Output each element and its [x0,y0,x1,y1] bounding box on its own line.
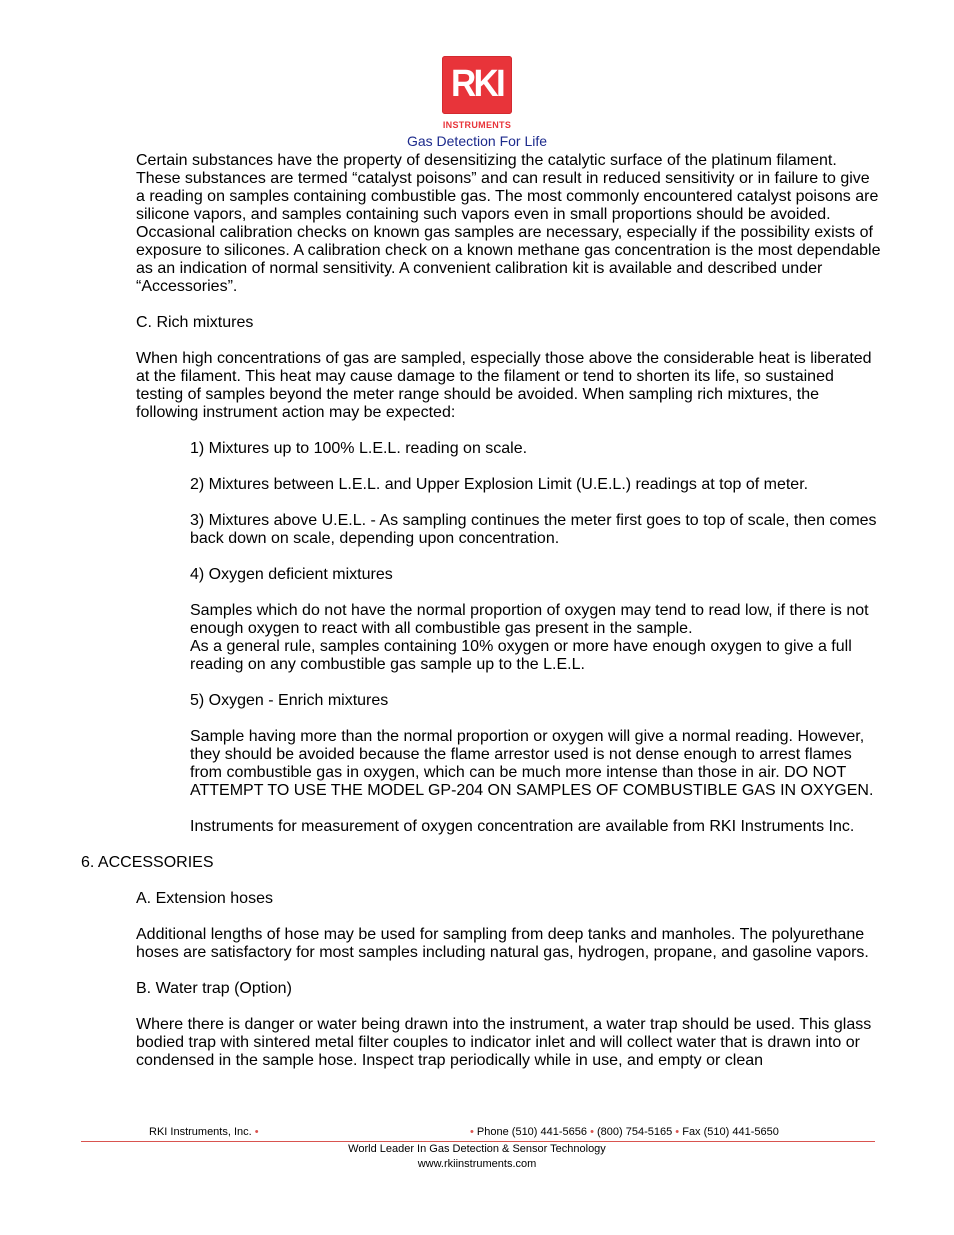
logo-letters: RKI [451,63,503,105]
paragraph-extension-hoses: Additional lengths of hose may be used for sampling from deep tanks and manholes. The polyurethane hoses are satisfactory for most samples including natural gas, hydrogen, propane, and gasoline vapors. [136,926,869,961]
paragraph-high-concentrations: When high concentrations of gas are sampled, especially those above the considerable heat is liberated at the filament. This heat may cause damage to the filament or tend to shorten its life, so sustained testing of samples beyond the meter range should be avoided. When sampling rich mixtures, the following instrument action may be expected: [136,350,872,421]
list-item-2: 2) Mixtures between L.E.L. and Upper Explosion Limit (U.E.L.) readings at top of meter. [190,476,809,493]
footer-tollfree: (800) 754-5165 [597,1126,673,1138]
paragraph-oxygen-deficient: Samples which do not have the normal proportion of oxygen may tend to read low, if there is not enough oxygen to react with all combustible gas present in the sample. [190,602,869,637]
heading-water-trap: B. Water trap (Option) [136,980,292,997]
footer-fax: Fax (510) 441-5650 [682,1126,779,1138]
rki-logo-icon [442,56,512,114]
paragraph-general-rule: As a general rule, samples containing 10% oxygen or more have enough oxygen to give a full reading on any combustible gas sample up to the L.E.L. [190,638,852,673]
paragraph-oxygen-enriched: Sample having more than the normal proportion or oxygen will give a normal reading. However, they should be avoided because the flame arrestor used is not dense enough to arrest flames from combustible gas in oxygen, which can be much more intense than those in air. DO NOT ATTEMPT TO USE THE MODEL GP-204 ON SAMPLES OF COMBUSTIBLE GAS IN OXYGEN. [190,728,874,799]
logo-subtext: INSTRUMENTS [442,120,512,130]
footer-website[interactable]: www.rkiinstruments.com [417,1158,537,1170]
list-item-3: 3) Mixtures above U.E.L. - As sampling continues the meter first goes to top of scale, then comes back down on scale, depending upon concentration. [190,512,877,547]
heading-extension-hoses: A. Extension hoses [136,890,273,907]
footer-bullet-icon: • [254,1126,259,1138]
footer-bullet-icon: • [470,1126,474,1138]
list-item-1: 1) Mixtures up to 100% L.E.L. reading on scale. [190,440,528,457]
footer-contact [470,1125,779,1139]
footer-phone: Phone (510) 441-5656 [476,1126,588,1138]
paragraph-water-trap: Where there is danger or water being drawn into the instrument, a water trap should be used. This glass bodied trap with sintered metal filter couples to indicator inlet and will collect water that is drawn into or condensed in the sample hose. Inspect trap periodically while in use, and empty or clean [136,1016,872,1069]
header-logo [0,56,954,130]
document-body [81,152,881,1070]
paragraph-catalyst-poisons: Certain substances have the property of desensitizing the catalytic surface of the platinum filament. These substances are termed “catalyst poisons” and can result in reduced sensitivity or in failure to give a reading on samples containing combustible gas. The most commonly encountered catalyst poisons are silicone vapors, and samples containing such vapors even in small proportions should be avoided. [136,152,879,223]
heading-rich-mixtures: C. Rich mixtures [136,314,254,331]
paragraph-oxygen-instruments: Instruments for measurement of oxygen concentration are available from RKI Instruments Inc. [190,818,855,835]
list-item-4: 4) Oxygen deficient mixtures [190,566,393,583]
list-item-5: 5) Oxygen - Enrich mixtures [190,692,389,709]
heading-accessories: 6. ACCESSORIES [81,854,214,871]
footer-slogan: World Leader In Gas Detection & Sensor Technology [348,1143,606,1155]
footer-bullet-icon: • [675,1126,680,1138]
footer-company: RKI Instruments, Inc. • [149,1126,259,1138]
footer-bullet-icon: • [590,1126,594,1138]
tagline: Gas Detection For Life [406,133,548,149]
paragraph-calibration: Occasional calibration checks on known gas samples are necessary, especially if the possibility exists of exposure to silicones. A calibration check on a known methane gas concentration is the most dependable as an indication of normal sensitivity. A convenient calibration kit is available and described under “Accessories”. [136,224,881,295]
